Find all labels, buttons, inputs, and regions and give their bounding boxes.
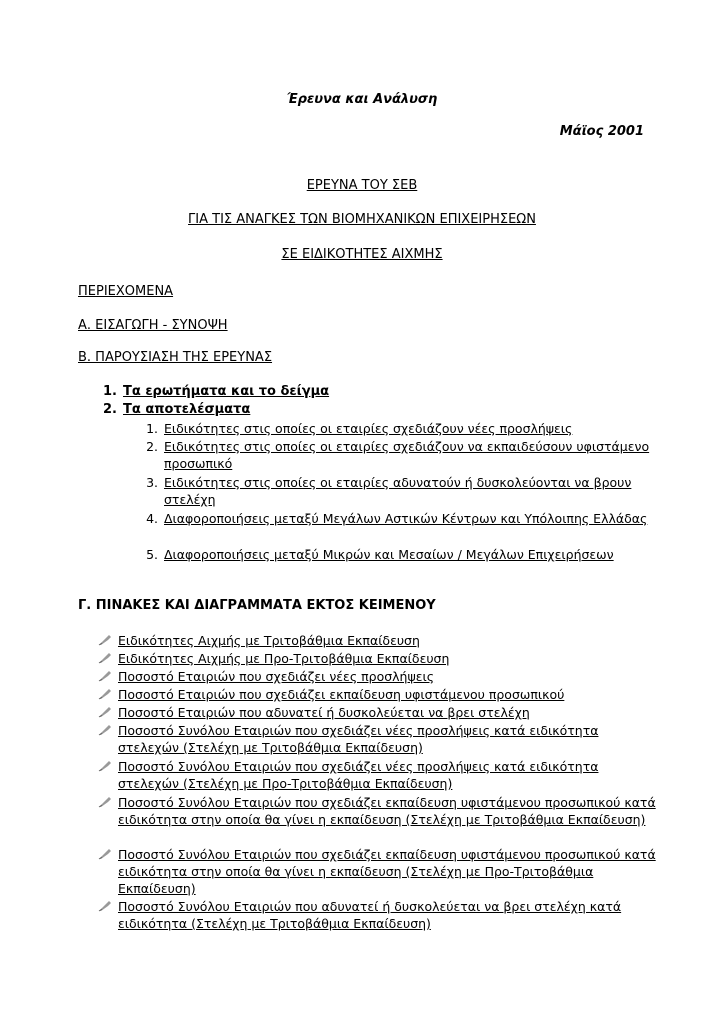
pen-nib-bullet-icon bbox=[98, 900, 112, 912]
tables-link[interactable]: Ειδικότητες Αιχμής με Προ-Τριτοβάθμια Εκπαίδευση bbox=[118, 651, 450, 666]
tables-link[interactable]: Ποσοστό Συνόλου Εταιριών που σχεδιάζει νέες προσλήψεις κατά ειδικότητα στελεχών (Στελέχη με Τριτοβάθμια Εκπαίδευση) bbox=[118, 723, 599, 755]
results-item[interactable] bbox=[140, 438, 650, 472]
tables-link[interactable]: Ποσοστό Εταιριών που σχεδιάζει εκπαίδευση υφιστάμενου προσωπικού bbox=[118, 687, 565, 702]
results-link[interactable]: Ειδικότητες στις οποίες οι εταιρίες αδυνατούν ή δυσκολεύονται να βρουν στελέχη bbox=[164, 475, 632, 507]
pen-nib-bullet-icon bbox=[98, 848, 112, 860]
title-line-2: ΓΙΑ ΤΙΣ ΑΝΑΓΚΕΣ ΤΩΝ ΒΙΟΜΗΧΑΝΙΚΩΝ ΕΠΙΧΕΙΡΗΣΕΩΝ bbox=[188, 212, 536, 227]
tables-link[interactable]: Ποσοστό Συνόλου Εταιριών που σχεδιάζει νέες προσλήψεις κατά ειδικότητα στελεχών (Στελέχη με Προ-Τριτοβάθμια Εκπαίδευση) bbox=[118, 759, 599, 791]
results-item[interactable] bbox=[140, 546, 650, 563]
pen-nib-bullet-icon bbox=[98, 652, 112, 664]
item-number: 1. bbox=[103, 384, 117, 399]
tables-list-item[interactable] bbox=[98, 758, 658, 792]
pen-nib-bullet-icon bbox=[98, 634, 112, 646]
section-g-heading: Γ. ΠΙΝΑΚΕΣ ΚΑΙ ΔΙΑΓΡΑΜΜΑΤΑ ΕΚΤΟΣ ΚΕΙΜΕΝΟΥ bbox=[78, 598, 436, 613]
title-line-1: ΕΡΕΥΝΑ ΤΟΥ ΣΕΒ bbox=[306, 178, 418, 193]
results-link[interactable]: Διαφοροποιήσεις μεταξύ Μεγάλων Αστικών Κέντρων και Υπόλοιπης Ελλάδας bbox=[164, 511, 648, 526]
tables-link[interactable]: Ποσοστό Εταιριών που αδυνατεί ή δυσκολεύεται να βρει στελέχη bbox=[118, 705, 530, 720]
tables-link[interactable]: Ποσοστό Συνόλου Εταιριών που σχεδιάζει εκπαίδευση υφιστάμενου προσωπικού κατά ειδικότητα στην οποία θα γίνει η εκπαίδευση (Στελέχη με Τριτοβάθμια Εκπαίδευση) bbox=[118, 795, 656, 827]
pen-nib-bullet-icon bbox=[98, 706, 112, 718]
pen-nib-bullet-icon bbox=[98, 724, 112, 736]
results-item[interactable] bbox=[140, 420, 650, 437]
tables-list-item[interactable] bbox=[98, 704, 658, 721]
results-link[interactable]: Ειδικότητες στις οποίες οι εταιρίες σχεδιάζουν νέες προσλήψεις bbox=[164, 421, 573, 436]
tables-link[interactable]: Ειδικότητες Αιχμής με Τριτοβάθμια Εκπαίδευση bbox=[118, 633, 420, 648]
item-number: 2. bbox=[146, 439, 158, 454]
item-number: 5. bbox=[146, 547, 158, 562]
tables-list-item[interactable] bbox=[98, 722, 658, 756]
department-label: Έρευνα και Ανάλυση bbox=[286, 92, 438, 107]
tables-link[interactable]: Ποσοστό Συνόλου Εταιριών που αδυνατεί ή δυσκολεύεται να βρει στελέχη κατά ειδικότητα (Στελέχη με Τριτοβάθμια Εκπαίδευση) bbox=[118, 899, 622, 931]
pen-nib-bullet-icon bbox=[98, 760, 112, 772]
tables-link[interactable]: Ποσοστό Εταιριών που σχεδιάζει νέες προσλήψεις bbox=[118, 669, 435, 684]
item-number: 2. bbox=[103, 402, 117, 417]
tables-list-item[interactable] bbox=[98, 794, 658, 828]
results-link[interactable]: Διαφοροποιήσεις μεταξύ Μικρών και Μεσαίων / Μεγάλων Επιχειρήσεων bbox=[164, 547, 614, 562]
tables-list-item[interactable] bbox=[98, 686, 658, 703]
document-date: Μάϊος 2001 bbox=[559, 124, 644, 139]
toc-link-questions[interactable]: Τα ερωτήματα και το δείγμα bbox=[123, 384, 330, 399]
toc-item-results[interactable] bbox=[95, 402, 395, 417]
pen-nib-bullet-icon bbox=[98, 796, 112, 808]
results-item[interactable] bbox=[140, 510, 650, 527]
tables-list-item[interactable] bbox=[98, 898, 658, 932]
tables-list-item[interactable] bbox=[98, 650, 658, 667]
toc-link-section-a[interactable]: Α. ΕΙΣΑΓΩΓΗ - ΣΥΝΟΨΗ bbox=[78, 318, 228, 333]
item-number: 1. bbox=[146, 421, 158, 436]
item-number: 3. bbox=[146, 475, 158, 490]
tables-list-item[interactable] bbox=[98, 668, 658, 685]
item-number: 4. bbox=[146, 511, 158, 526]
results-item[interactable] bbox=[140, 474, 650, 508]
pen-nib-bullet-icon bbox=[98, 688, 112, 700]
toc-link-section-b[interactable]: Β. ΠΑΡΟΥΣΙΑΣΗ ΤΗΣ ΕΡΕΥΝΑΣ bbox=[78, 350, 273, 365]
results-link[interactable]: Ειδικότητες στις οποίες οι εταιρίες σχεδιάζουν να εκπαιδεύσουν υφιστάμενο προσωπικό bbox=[164, 439, 650, 471]
tables-list-item[interactable] bbox=[98, 846, 658, 897]
tables-list-item[interactable] bbox=[98, 632, 658, 649]
pen-nib-bullet-icon bbox=[98, 670, 112, 682]
toc-link-results[interactable]: Τα αποτελέσματα bbox=[123, 402, 251, 417]
title-line-3: ΣΕ ΕΙΔΙΚΟΤΗΤΕΣ ΑΙΧΜΗΣ bbox=[281, 247, 443, 262]
toc-heading: ΠΕΡΙΕΧΟΜΕΝΑ bbox=[78, 284, 174, 299]
tables-link[interactable]: Ποσοστό Συνόλου Εταιριών που σχεδιάζει εκπαίδευση υφιστάμενου προσωπικού κατά ειδικότητα στην οποία θα γίνει η εκπαίδευση (Στελέχη με Προ-Τριτοβάθμια Εκπαίδευση) bbox=[118, 847, 656, 896]
toc-item-questions[interactable] bbox=[95, 384, 395, 399]
